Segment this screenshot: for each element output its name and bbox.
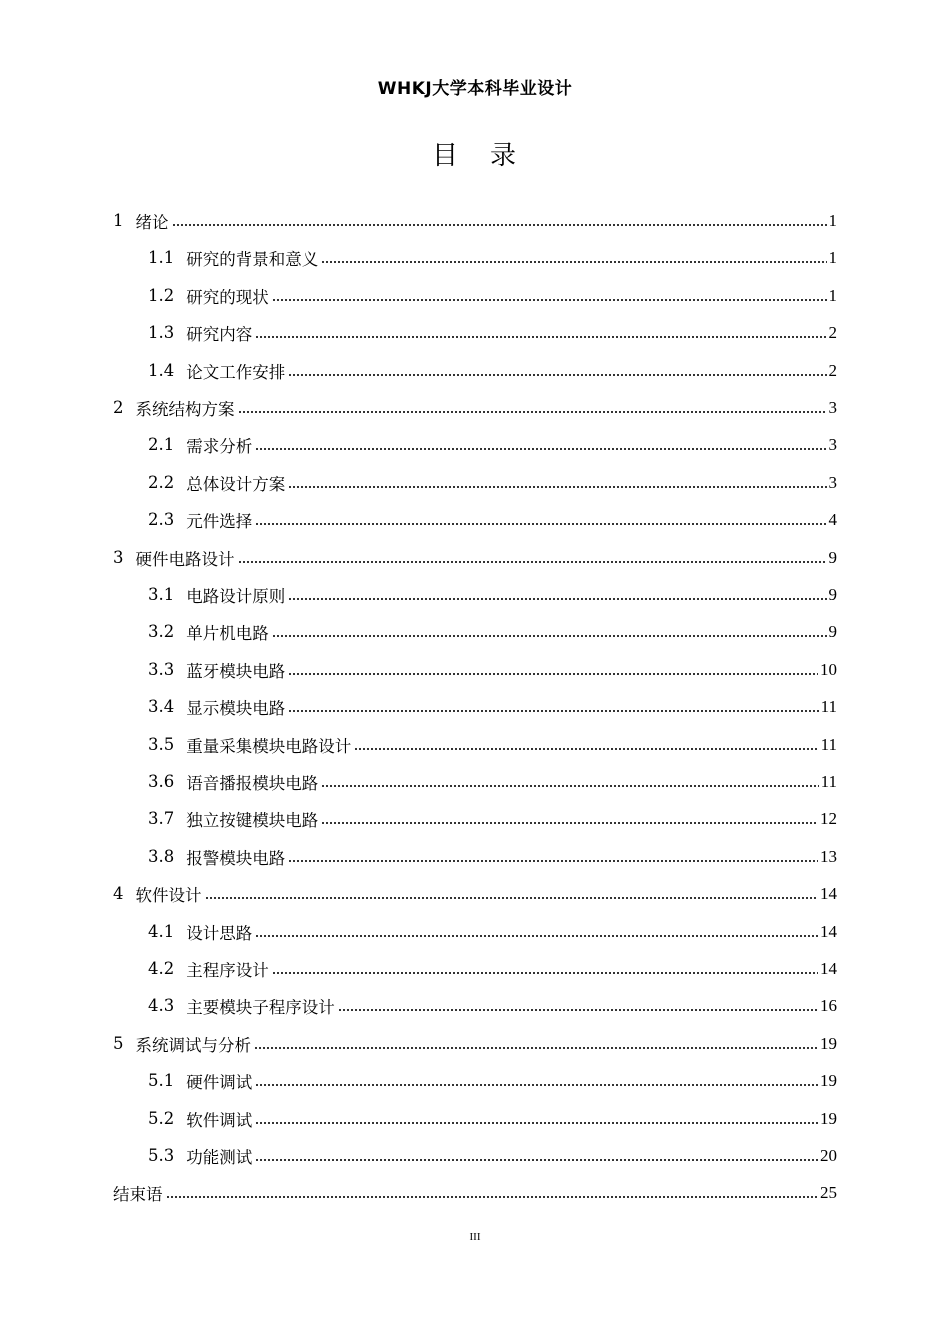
- dot-leader: [255, 1115, 818, 1131]
- dot-leader: [272, 965, 818, 981]
- toc-entry-label: 软件设计: [135, 885, 202, 905]
- dot-leader: [272, 292, 827, 308]
- toc-entry[interactable]: [148, 1100, 837, 1137]
- toc-entry-page: 11: [820, 734, 837, 754]
- toc-entry-number: 5: [113, 1034, 124, 1053]
- toc-entry-number: 3.2: [148, 622, 175, 641]
- toc-entry[interactable]: [148, 613, 837, 650]
- toc-entry-label: 显示模块电路: [186, 698, 286, 718]
- toc-entry[interactable]: [113, 539, 837, 576]
- toc-entry-number: 4.3: [148, 996, 175, 1015]
- toc-entry[interactable]: [148, 763, 837, 800]
- toc-entry-label: 语音播报模块电路: [186, 773, 319, 793]
- dot-leader: [288, 703, 818, 719]
- toc-entry-label: 电路设计原则: [186, 586, 286, 606]
- dot-leader: [166, 1189, 819, 1205]
- toc-entry-label: 设计思路: [186, 923, 253, 943]
- dot-leader: [255, 1152, 818, 1168]
- toc-entry-number: 1.1: [148, 248, 175, 267]
- toc-entry[interactable]: [148, 352, 837, 389]
- dot-leader: [288, 367, 826, 383]
- toc-entry-page: 20: [820, 1145, 837, 1165]
- toc-entry-label: 主程序设计: [186, 960, 269, 980]
- toc-entry[interactable]: [148, 726, 837, 763]
- toc-entry-label: 重量采集模块电路设计: [186, 736, 352, 756]
- toc-entry-label: 蓝牙模块电路: [186, 661, 286, 681]
- toc-entry-label: 系统调试与分析: [135, 1035, 251, 1055]
- toc-entry-number: 4: [113, 884, 124, 903]
- dot-leader: [288, 479, 826, 495]
- toc-entry[interactable]: [148, 277, 837, 314]
- dot-leader: [288, 666, 818, 682]
- toc-entry-label: 系统结构方案: [135, 399, 235, 419]
- toc-entry-page: 12: [820, 808, 837, 828]
- toc-entry-number: 1: [113, 211, 124, 230]
- dot-leader: [354, 741, 818, 757]
- toc-entry-page: 19: [820, 1108, 837, 1128]
- toc-entry-number: 4.1: [148, 922, 175, 941]
- toc-entry-page: 3: [828, 397, 837, 417]
- toc-entry[interactable]: [148, 913, 837, 950]
- toc-entry[interactable]: [148, 800, 837, 837]
- dot-leader: [205, 890, 819, 906]
- toc-entry-number: 3.6: [148, 772, 175, 791]
- toc-entry-label: 研究的现状: [186, 287, 269, 307]
- toc-entry-page: 14: [820, 921, 837, 941]
- toc-entry[interactable]: [148, 688, 837, 725]
- toc-entry-page: 9: [828, 621, 837, 641]
- toc-entry-label: 需求分析: [186, 436, 253, 456]
- toc-entry[interactable]: [113, 389, 837, 426]
- dot-leader: [272, 628, 827, 644]
- toc-entry-page: 14: [820, 883, 837, 903]
- toc-entry-page: 10: [820, 659, 837, 679]
- toc-entry-label: 独立按键模块电路: [186, 810, 319, 830]
- toc-entry[interactable]: [113, 1174, 837, 1211]
- toc-entry-page: 19: [820, 1070, 837, 1090]
- toc-entry-label: 研究内容: [186, 324, 253, 344]
- toc-entry-number: 2: [113, 398, 124, 417]
- toc-entry[interactable]: [113, 875, 837, 912]
- toc-entry-page: 2: [828, 360, 837, 380]
- dot-leader: [321, 778, 818, 794]
- toc-entry[interactable]: [148, 576, 837, 613]
- toc-entry-label: 单片机电路: [186, 623, 269, 643]
- toc-entry-page: 25: [820, 1182, 837, 1202]
- toc-entry-page: 1: [828, 247, 837, 267]
- toc-entry-number: 2.1: [148, 435, 175, 454]
- toc-entry[interactable]: [148, 314, 837, 351]
- toc-entry[interactable]: [148, 987, 837, 1024]
- dot-leader: [288, 853, 818, 869]
- toc-entry-number: 3.8: [148, 847, 175, 866]
- dot-leader: [238, 404, 827, 420]
- toc-entry-number: 3.1: [148, 585, 175, 604]
- toc-entry-page: 3: [828, 472, 837, 492]
- toc-entry-page: 4: [828, 509, 837, 529]
- toc-entry-number: 3.3: [148, 660, 175, 679]
- toc-entry[interactable]: [148, 950, 837, 987]
- page-number-footer: III: [469, 1231, 481, 1243]
- toc-entry-page: 11: [820, 696, 837, 716]
- dot-leader: [255, 329, 826, 345]
- toc-entry-number: 1.4: [148, 361, 175, 380]
- toc-entry-label: 总体设计方案: [186, 474, 286, 494]
- toc-entry[interactable]: [148, 651, 837, 688]
- toc-entry-number: 1.2: [148, 286, 175, 305]
- toc-entry-number: 3.7: [148, 809, 175, 828]
- toc-entry-page: 1: [828, 210, 837, 230]
- toc-entry-number: 5.3: [148, 1146, 175, 1165]
- toc-title: [0, 135, 950, 172]
- toc-entry-page: 19: [820, 1033, 837, 1053]
- dot-leader: [255, 441, 826, 457]
- dot-leader: [338, 1002, 818, 1018]
- toc-entry-page: 11: [820, 771, 837, 791]
- toc-entry[interactable]: [148, 1137, 837, 1174]
- dot-leader: [321, 254, 826, 270]
- toc-entry[interactable]: [148, 838, 837, 875]
- dot-leader: [238, 554, 827, 570]
- toc-entry-page: 13: [820, 846, 837, 866]
- dot-leader: [255, 1077, 818, 1093]
- toc-entry-label: 元件选择: [186, 511, 253, 531]
- dot-leader: [255, 516, 826, 532]
- toc-entry-number: 4.2: [148, 959, 175, 978]
- toc-entry[interactable]: [148, 1062, 837, 1099]
- dot-leader: [288, 591, 826, 607]
- toc-entry-number: 3: [113, 548, 124, 567]
- toc-entry-label: 功能测试: [186, 1147, 253, 1167]
- toc-entry-page: 14: [820, 958, 837, 978]
- toc-entry[interactable]: [113, 1025, 837, 1062]
- toc-title-left: 目: [431, 141, 460, 171]
- toc-entry-page: 1: [828, 285, 837, 305]
- toc-entry-page: 9: [828, 547, 837, 567]
- dot-leader: [254, 1040, 818, 1056]
- toc-entry-label: 论文工作安排: [186, 362, 286, 382]
- running-header: WHKJ大学本科毕业设计: [377, 79, 573, 99]
- toc-entry-label: 报警模块电路: [186, 848, 286, 868]
- toc-entry[interactable]: [113, 202, 837, 239]
- toc-entry[interactable]: [148, 426, 837, 463]
- dot-leader: [321, 815, 818, 831]
- toc-entry[interactable]: [148, 501, 837, 538]
- toc-entry-page: 2: [828, 322, 837, 342]
- toc-entry-page: 3: [828, 434, 837, 454]
- toc-entry-number: 5.2: [148, 1109, 175, 1128]
- toc-entry-label: 硬件调试: [186, 1072, 253, 1092]
- toc-entry-label: 软件调试: [186, 1110, 253, 1130]
- toc-entry-label: 研究的背景和意义: [186, 249, 319, 269]
- toc-entry-number: 2.2: [148, 473, 175, 492]
- toc-entry[interactable]: [148, 239, 837, 276]
- toc-entry[interactable]: [148, 464, 837, 501]
- toc-entry-number: 3.5: [148, 735, 175, 754]
- toc-entry-label: 绪论: [135, 212, 169, 232]
- toc-entry-number: 1.3: [148, 323, 175, 342]
- toc-entry-label: 硬件电路设计: [135, 549, 235, 569]
- toc-entry-number: 3.4: [148, 697, 175, 716]
- toc-entry-number: 2.3: [148, 510, 175, 529]
- toc-entry-label: 主要模块子程序设计: [186, 997, 335, 1017]
- toc-entry-page: 9: [828, 584, 837, 604]
- dot-leader: [255, 928, 818, 944]
- toc-entry-number: 5.1: [148, 1071, 175, 1090]
- toc-entry-label: 结束语: [113, 1184, 163, 1204]
- dot-leader: [172, 217, 827, 233]
- toc-entry-page: 16: [820, 995, 837, 1015]
- toc-title-right: 录: [490, 141, 519, 171]
